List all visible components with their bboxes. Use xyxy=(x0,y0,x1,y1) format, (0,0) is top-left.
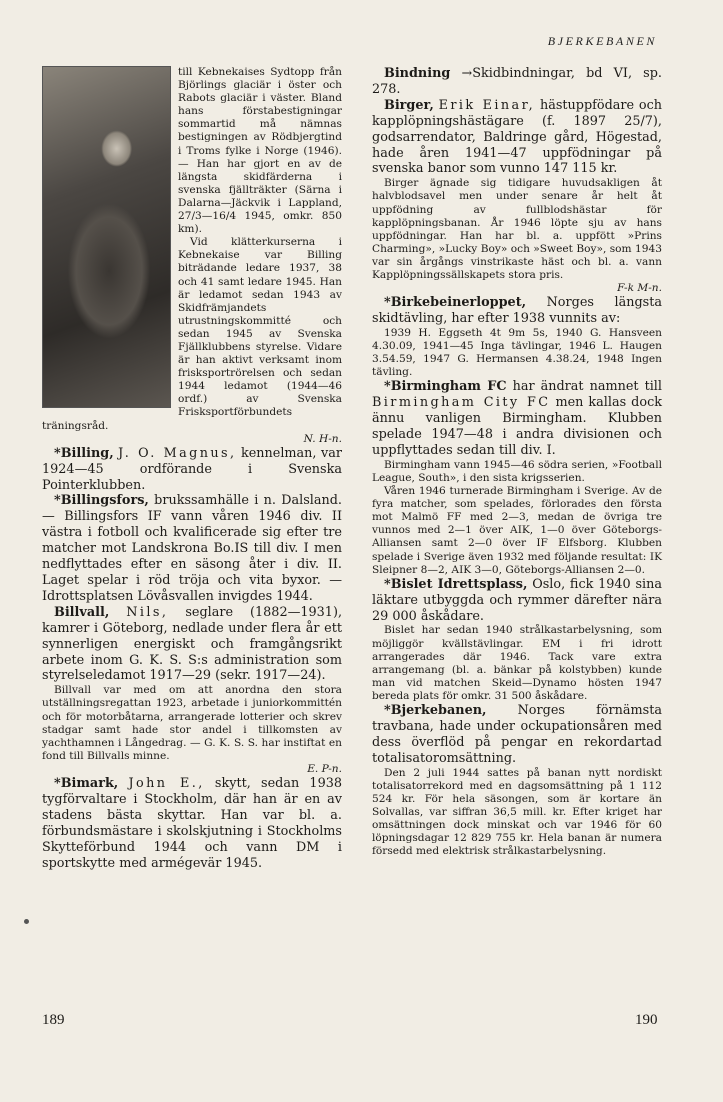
entry-text: kennelman, var 1924—45 ordförande i Svenska Pointerklubben. xyxy=(42,445,342,493)
headword: Bindning xyxy=(384,66,451,81)
birkebeiner-results: 1939 H. Eggseth 4t 9m 5s, 1940 G. Hansveen 4.30.09, 1941—45 Inga tävlingar, 1946 L. Haugen 3.54.59, 1947 G. Hermansen 4.38.24, 1948 Ingen tävling. xyxy=(372,327,662,379)
billing-continuation-1: till Kebnekaises Sydtopp från Björlings glaciär i öster och Rabots glaciär i väster. Bland hans förstabestigningar sommartid må nämnas bestigningen av Rödbjergtind i Troms fylke i Norge (1946). — Han har gjort en av de längsta skidfärderna i svenska fjällträkter (Särna i Dalarna—Jäckvik i Lappland, 27/3—16/4 1945, omkr. 850 km). xyxy=(178,66,342,236)
headword: *Bimark, xyxy=(54,775,119,791)
entry-text: Norges längsta skidtävling, har efter 1938 vunnits av: xyxy=(372,295,662,327)
entry-text: hästuppfödare och kapplöpningshästägare (f. 1897 25/7), godsarrendator, Baldringe gård, Högestad, hade åren 1941—47 uppfödningar på svenska banor som vunno 147 115 kr. xyxy=(372,97,663,177)
entry-bjerkebanen xyxy=(372,703,662,767)
entry-text: Norges förnämsta travbana, hade under ockupationsåren med dess överflöd på pengar en rekordartad totalisatoromsättning. xyxy=(372,703,662,766)
given-name: Erik Einar, xyxy=(438,97,536,113)
entry-billvall xyxy=(42,605,342,685)
headword: *Bislet Idrettsplass, xyxy=(384,576,528,592)
headword: *Billingsfors, xyxy=(54,493,149,509)
entry-text-2: men kallas dock ännu vanligen Birmingham. Klubben spelade 1947—48 i andra divisionen och uppflyttades sedan till div. I. xyxy=(372,395,663,458)
birmingham-detail-2: Våren 1946 turnerade Birmingham i Sverige. Av de fyra matcher, som spelades, förlorades den första mot Malmö FF med 2—3, medan de övriga tre vunnos med 2—1 över AIK, 1—0 över Göteborgs-Alliansen samt 2—0 över IF Elfsborg. Klubben spelade i Sverige även 1932 med följande resultat: IK Sleipner 8—2, AIK 3—0, Göteborgs-Alliansen 2—0. xyxy=(372,485,662,576)
margin-dot xyxy=(24,919,29,924)
headword: Billvall, xyxy=(54,604,110,620)
spaced-name: Birmingham City FC xyxy=(372,395,551,411)
billvall-signature: E. P-n. xyxy=(307,762,342,775)
entry-birmingham xyxy=(372,379,662,459)
headword: Birger, xyxy=(384,97,434,113)
entry-text: Oslo, fick 1940 sina läktare utbyggda och rymmer därefter nära 29 000 åskådare. xyxy=(372,576,662,624)
headword: *Bjerkebanen, xyxy=(384,703,487,719)
headword: *Birkebeinerloppet, xyxy=(384,295,527,311)
entry-text: seglare (1882—1931), kamrer i Göteborg, nedlade under flera år ett synnerligen energiskt och framgångsrikt arbete inom G. K. S. S:s administration som styrelseledamot 1917—29 (sekr. 1917—24). xyxy=(42,604,343,684)
entry-birkebeinerloppet xyxy=(372,295,662,327)
left-column xyxy=(42,66,342,871)
right-column xyxy=(372,66,662,858)
running-head: BJERKEBANEN xyxy=(547,34,657,48)
given-name: J. O. Magnus, xyxy=(118,445,237,461)
billing-continuation-2: Vid klätterkurserna i Kebnekaise var Billing biträdande ledare 1937, 38 och 41 samt ledare 1945. Han är ledamot sedan 1943 av Skidfrämjandets utrustningskommitté och sedan 1945 av Svenska Fjällklubbens styrelse. Vidare är han aktivt verksamt inom frisksportrörelsen och sedan 1944 ledamot (1944—46 ordf.) av Svenska Frisksportförbundets träningsråd. xyxy=(42,236,342,432)
entry-text: skytt, sedan 1938 tygförvaltare i Stockholm, där han är en av stadens bästa skyttar. Han var bl. a. förbundsmästare i skolskjutning i Stockholms Skytteförbund 1944 och vann DM i sportskytte med armégevär 1945. xyxy=(42,775,342,871)
birmingham-detail-1: Birmingham vann 1945—46 södra serien, »Football League, South», i den sista krigsserien. xyxy=(372,458,662,484)
entry-billingsfors xyxy=(42,493,342,604)
entry-bimark xyxy=(42,776,342,871)
entry-text: har ändrat namnet till xyxy=(512,379,662,395)
billvall-detail: Billvall var med om att anordna den stora utställningsregattan 1923, arbetade i juniorkommittén och för motorbåtarna, arrangerade lotterier och skrev stadgar samt hade stor andel i tillkomsten av yachthamnen i Långedrag. — G. K. S. S. har instiftat en fond till Billvalls minne. xyxy=(42,684,342,762)
entry-billing-jo xyxy=(42,446,342,494)
entry-birger xyxy=(372,98,662,178)
bjerkebanen-detail: Den 2 juli 1944 sattes på banan nytt nordiskt totalisatorrekord med en dagsomsättning på 1 112 524 kr. För hela säsongen, som är kortare än Solvallas, var siffran 36,5 mill. kr. Efter kriget har omsättningen dock minskat och var 1946 för 60 löpningsdagar 12 829 755 kr. Hela banan är numera försedd med elektrisk strålkastarbelysning. xyxy=(372,766,662,858)
headword: *Birmingham FC xyxy=(384,379,507,395)
birger-signature: F-k M-n. xyxy=(617,282,662,295)
given-name: Nils, xyxy=(126,604,169,620)
billing-signature: N. H-n. xyxy=(303,432,342,445)
bislet-detail: Bislet har sedan 1940 strålkastarbelysning, som möjliggör kvällstävlingar. EM i fri idrott arrangerades där 1946. Tack vare extra arrangemang (bl. a. bänkar på kolstybben) kunde man vid matchen Skeid—Dynamo hösten 1947 bereda plats för omkr. 31 500 åskådare. xyxy=(372,624,662,702)
entry-bindning xyxy=(372,66,662,98)
page-number-right: 190 xyxy=(635,1012,658,1028)
entry-text: brukssamhälle i n. Dalsland. — Billingsfors IF vann våren 1946 div. II västra i fotboll och kvalificerade sig efter tre matcher mot Landskrona Bo.IS till div. I men nedflyttades efter en säsong åter i div. II. Laget spelar i röd tröja och vita byxor. — Idrottsplatsen Lövåsvallen invigdes 1944. xyxy=(42,493,342,604)
page-number-left: 189 xyxy=(42,1012,65,1028)
birger-detail: Birger ägnade sig tidigare huvudsakligen åt halvblodsavel men under senare år helt åt uppfödning av fullblodshästar för kapplöpningsbanan. År 1946 löpte sju av hans uppfödningar. Han har bl. a. uppfött »Prins Charming», »Lucky Boy» och »Sweet Boy», som 1943 var sin årgångs vinstrikaste häst och bl. a. vann Kapplöpningssällskapets stora pris. xyxy=(372,177,662,281)
given-name: John E., xyxy=(128,775,205,791)
headword: *Billing, xyxy=(54,445,114,461)
entry-bislet xyxy=(372,577,662,625)
portrait-photo xyxy=(42,66,171,408)
entry-text: →Skidbindningar, bd VI, sp. 278. xyxy=(372,66,663,97)
